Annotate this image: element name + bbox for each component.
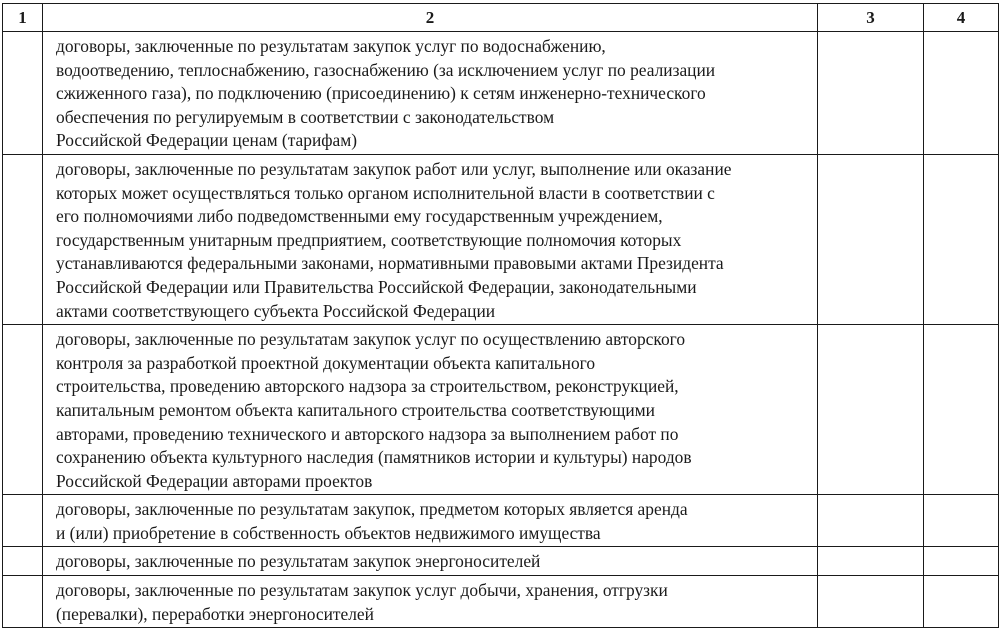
- column-4-cell: [924, 325, 999, 495]
- text-line: Российской Федерации авторами проектов: [56, 470, 373, 491]
- contract-type-cell: [43, 154, 818, 324]
- text-line: договоры, заключенные по результатам закупок услуг по осуществлению авторского: [56, 329, 686, 350]
- text-line: сохранению объекта культурного наследия (памятников истории и культуры) народов: [56, 447, 692, 468]
- contracts-table: [2, 3, 999, 628]
- text-line: договоры, заключенные по результатам закупок работ или услуг, выполнение или оказание: [56, 158, 732, 179]
- column-4-cell: [924, 32, 999, 155]
- column-4-cell: [924, 495, 999, 547]
- column-4-cell: [924, 547, 999, 576]
- text-line: Российской Федерации ценам (тарифам): [56, 130, 358, 151]
- text-line: договоры, заключенные по результатам закупок, предметом которых является аренда: [56, 499, 688, 520]
- column-4-cell: [924, 576, 999, 628]
- table-row: [3, 547, 999, 576]
- contract-type-cell: [43, 547, 818, 576]
- column-3-cell: [818, 576, 924, 628]
- text-line: авторами, проведению технического и авторского надзора за выполнением работ по: [56, 423, 679, 444]
- text-line: водоотведению, теплоснабжению, газоснабжению (за исключением услуг по реализации: [56, 59, 716, 80]
- text-line: государственным унитарным предприятием, соответствующие полномочия которых: [56, 229, 682, 250]
- text-line: которых может осуществляться только органом исполнительной власти в соответствии с: [56, 182, 715, 203]
- row-number-cell: [3, 154, 43, 324]
- text-line: договоры, заключенные по результатам закупок услуг по водоснабжению,: [56, 36, 606, 56]
- column-3-cell: [818, 32, 924, 155]
- table-row: [3, 495, 999, 547]
- text-line: капитальным ремонтом объекта капитального строительства соответствующими: [56, 399, 655, 420]
- text-line: контроля за разработкой проектной документации объекта капитального: [56, 352, 596, 373]
- row-number-cell: [3, 547, 43, 576]
- text-line: устанавливаются федеральными законами, нормативными правовыми актами Президента: [56, 253, 724, 274]
- contract-type-cell: [43, 495, 818, 547]
- text-line: обеспечения по регулируемым в соответствии с законодательством: [56, 106, 555, 127]
- text-line: строительства, проведению авторского надзора за строительством, реконструкцией,: [56, 376, 679, 397]
- column-4-cell: [924, 154, 999, 324]
- text-line: сжиженного газа), по подключению (присоединению) к сетям инженерно-технического: [56, 83, 706, 104]
- table-header-row: [3, 4, 999, 32]
- column-header-2: 2: [43, 4, 818, 32]
- text-line: актами соответствующего субъекта Российской Федерации: [56, 300, 496, 321]
- table-row: [3, 576, 999, 628]
- column-header-1: 1: [3, 4, 43, 32]
- column-3-cell: [818, 547, 924, 576]
- row-number-cell: [3, 325, 43, 495]
- column-header-3: 3: [818, 4, 924, 32]
- text-line: Российской Федерации или Правительства Российской Федерации, законодательными: [56, 276, 697, 297]
- table-row: [3, 154, 999, 324]
- text-line: (перевалки), переработки энергоносителей: [56, 603, 374, 624]
- column-3-cell: [818, 154, 924, 324]
- column-header-4: 4: [924, 4, 999, 32]
- row-number-cell: [3, 495, 43, 547]
- row-number-cell: [3, 576, 43, 628]
- text-line: договоры, заключенные по результатам закупок энергоносителей: [56, 551, 541, 572]
- text-line: договоры, заключенные по результатам закупок услуг добычи, хранения, отгрузки: [56, 580, 668, 601]
- contract-type-cell: [43, 32, 818, 155]
- column-3-cell: [818, 325, 924, 495]
- table-row: [3, 32, 999, 155]
- column-3-cell: [818, 495, 924, 547]
- row-number-cell: [3, 32, 43, 155]
- contract-type-cell: [43, 576, 818, 628]
- table-row: [3, 325, 999, 495]
- text-line: его полномочиями либо подведомственными ему государственным учреждением,: [56, 206, 663, 227]
- contract-type-cell: [43, 325, 818, 495]
- text-line: и (или) приобретение в собственность объектов недвижимого имущества: [56, 522, 601, 543]
